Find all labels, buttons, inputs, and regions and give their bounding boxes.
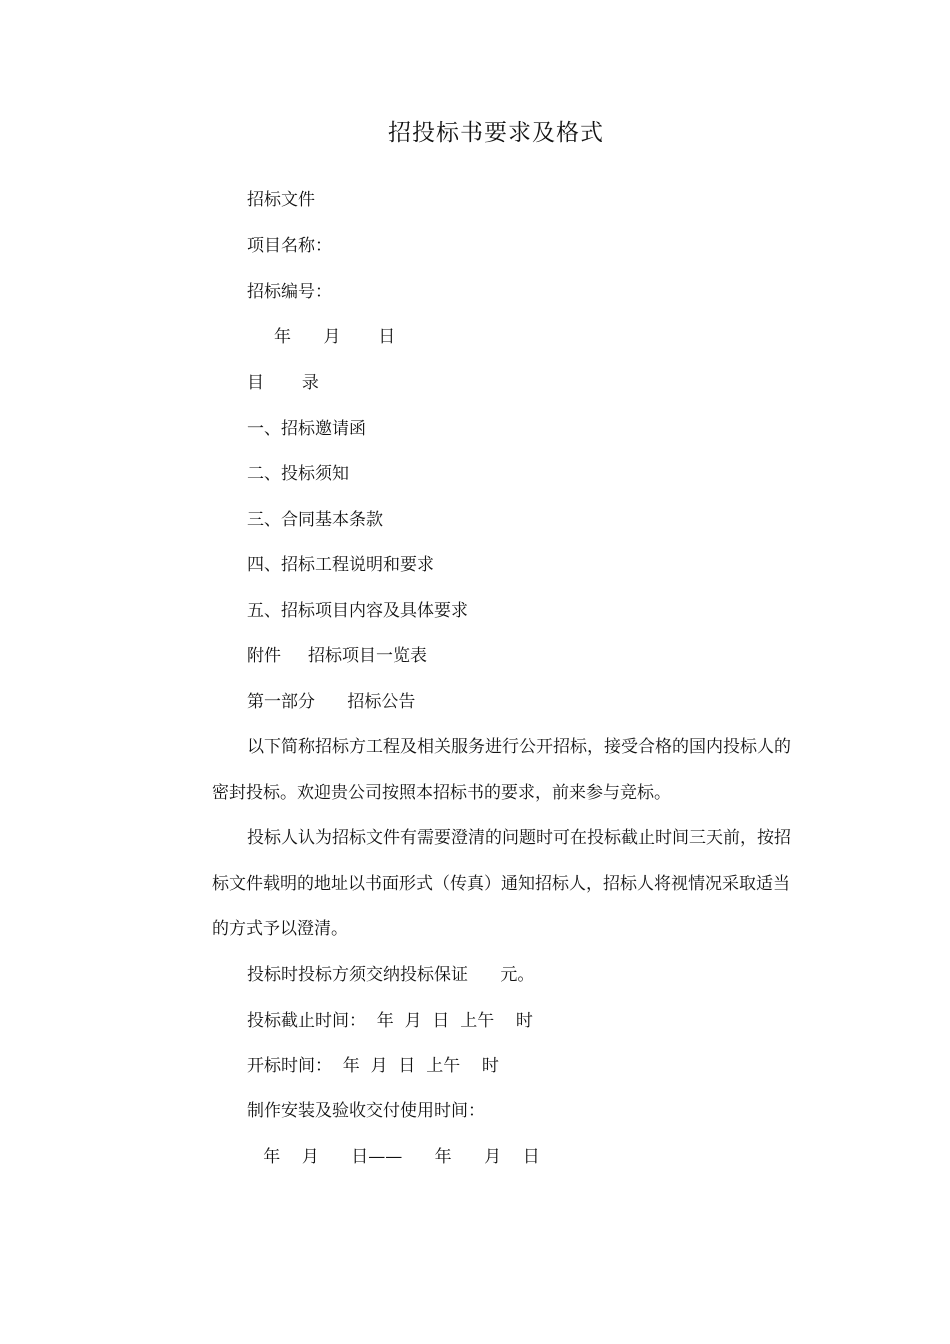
tender-number-label: 招标编号：	[247, 282, 332, 302]
toc-item: 一、招标邀请函	[247, 419, 366, 439]
cover-date-line: 年 月 日	[247, 327, 396, 347]
paragraph-line: 投标人认为招标文件有需要澄清的问题时可在投标截止时间三天前，按招	[247, 828, 791, 848]
toc-item: 二、投标须知	[247, 464, 349, 484]
toc-item: 附件 招标项目一览表	[247, 646, 428, 666]
deposit-line: 投标时投标方须交纳投标保证 元。	[247, 965, 535, 985]
toc-item: 四、招标工程说明和要求	[247, 555, 434, 575]
paragraph-line: 标文件载明的地址以书面形式（传真）通知招标人，招标人将视情况采取适当	[212, 874, 790, 894]
paragraph-line: 以下简称招标方工程及相关服务进行公开招标，接受合格的国内投标人的	[247, 737, 791, 757]
toc-heading: 目 录	[247, 373, 319, 393]
document-title: 招投标书要求及格式	[388, 120, 604, 146]
cover-doc-type: 招标文件	[247, 190, 315, 210]
paragraph-line: 的方式予以澄清。	[212, 919, 348, 939]
delivery-date-range: 年 月 日—— 年 月 日	[247, 1147, 540, 1167]
toc-item: 三、合同基本条款	[247, 510, 383, 530]
delivery-label: 制作安装及验收交付使用时间：	[247, 1101, 485, 1121]
paragraph-line: 密封投标。欢迎贵公司按照本招标书的要求，前来参与竞标。	[212, 783, 671, 803]
deadline-line: 投标截止时间： 年 月 日 上午 时	[247, 1011, 533, 1031]
project-name-label: 项目名称：	[247, 236, 332, 256]
toc-item: 五、招标项目内容及具体要求	[247, 601, 468, 621]
section-heading: 第一部分 招标公告	[247, 692, 416, 712]
opening-time-line: 开标时间： 年 月 日 上午 时	[247, 1056, 499, 1076]
